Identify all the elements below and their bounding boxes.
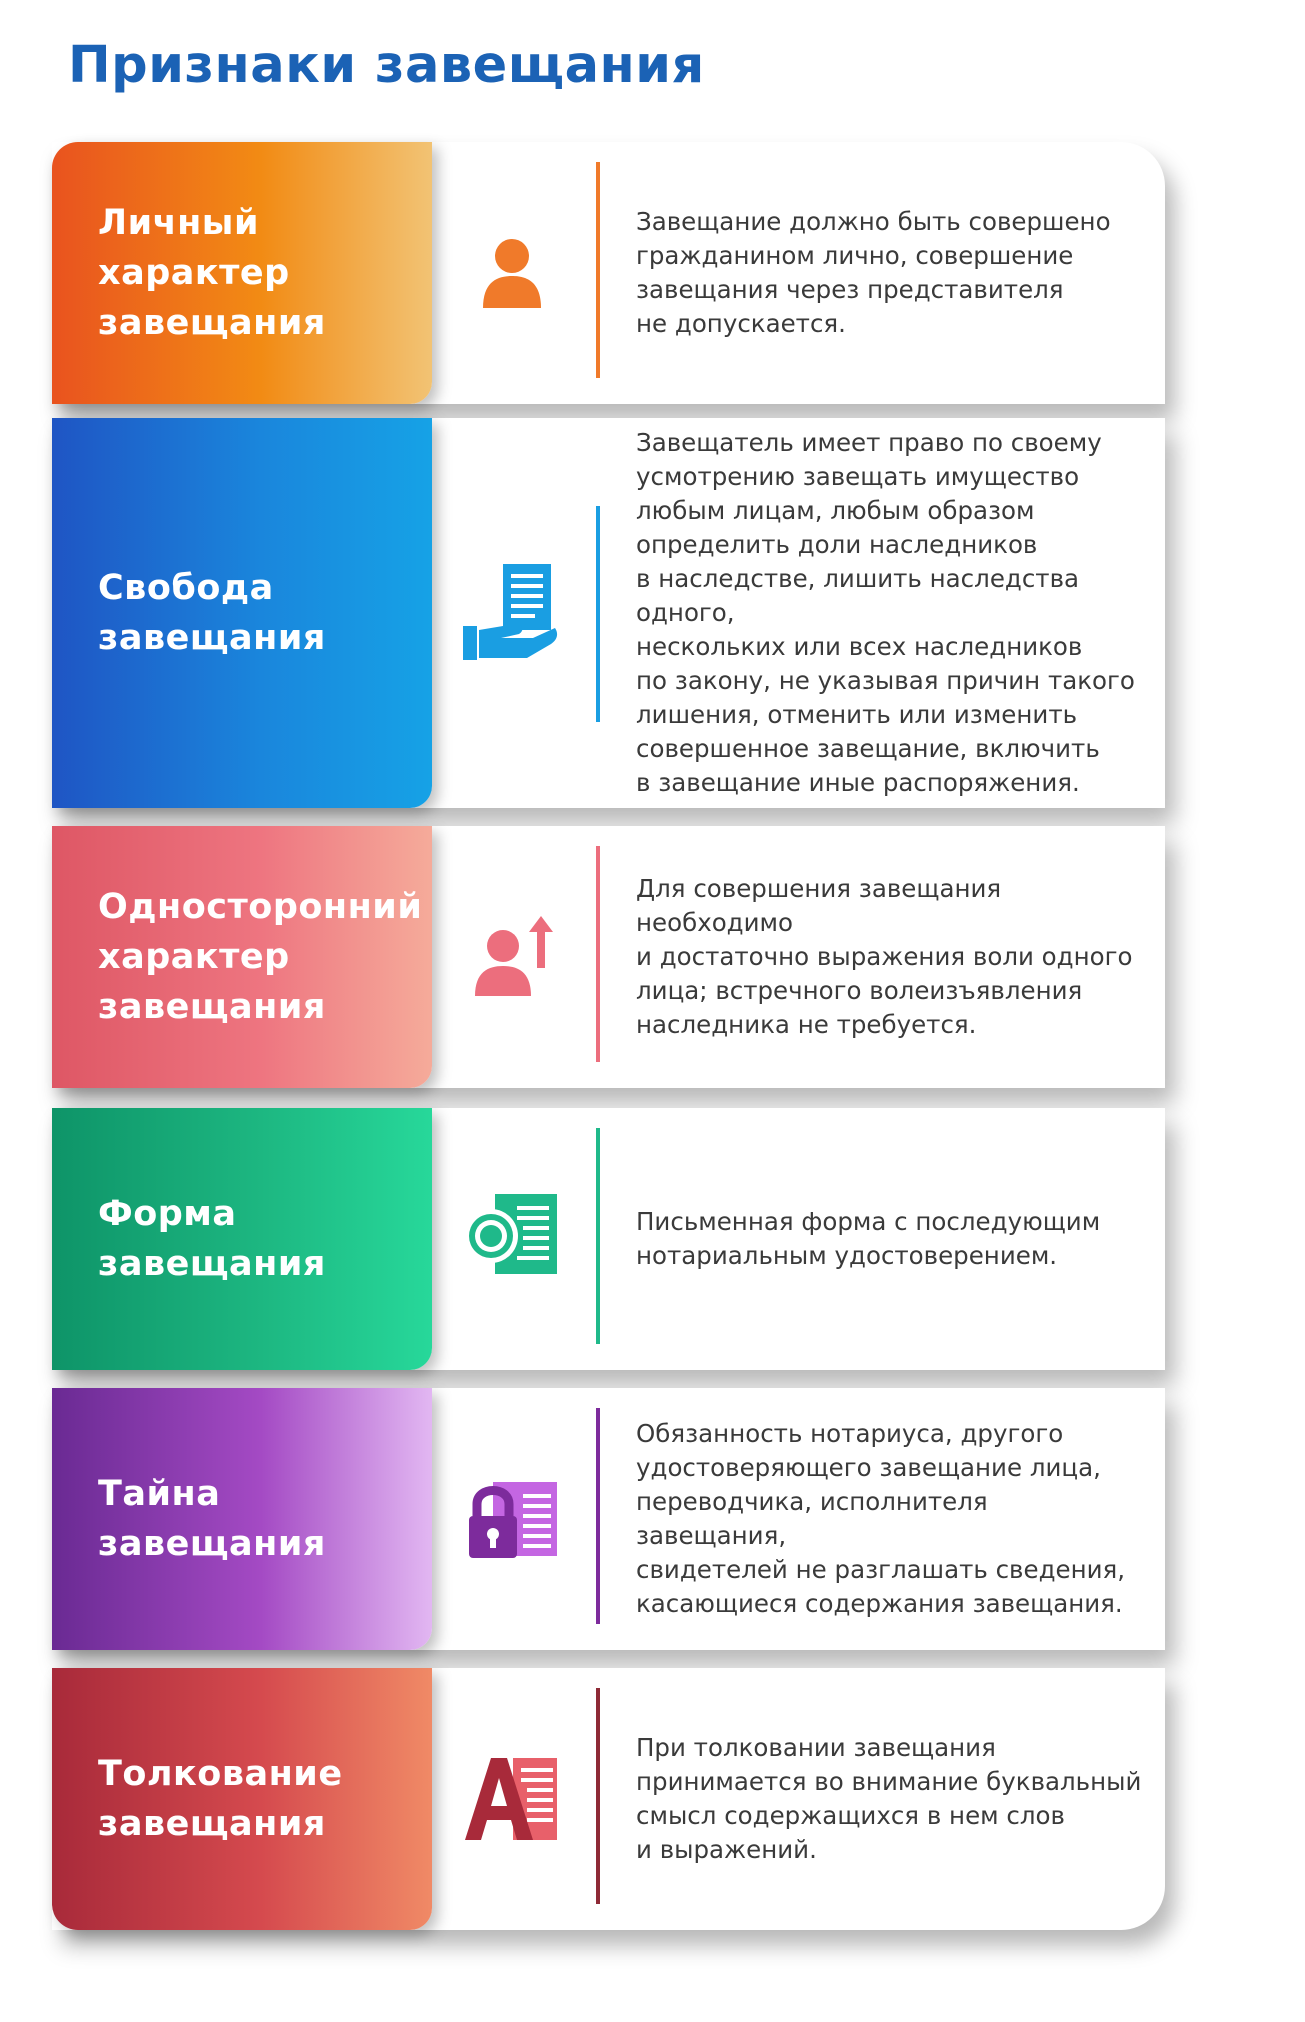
feature-row-secrecy [52, 1388, 1165, 1650]
row-label: Форма завещания [98, 1194, 326, 1284]
row-divider [596, 506, 600, 722]
row-divider [596, 1688, 600, 1904]
row-label: Односторонний характер завещания [98, 887, 423, 1027]
row-description: Обязанность нотариуса, другого удостоверяющего завещание лица, переводчика, исполнителя завещания, свидетелей не разглашать сведения, касающиеся содержания завещания. [636, 1419, 1126, 1618]
feature-row-freedom [52, 418, 1165, 808]
row-divider [596, 846, 600, 1062]
feature-row-personal [52, 142, 1165, 404]
label-panel [52, 826, 432, 1088]
label-panel [52, 1388, 432, 1650]
row-description: Письменная форма с последующим нотариальным удостоверением. [636, 1207, 1101, 1270]
text-letter-a-icon [457, 1744, 567, 1854]
row-label: Толкование завещания [98, 1754, 343, 1844]
feature-row-unilateral [52, 826, 1165, 1088]
row-description: При толковании завещания принимается во внимание буквальный смысл содержащихся в нем слов и выражений. [636, 1733, 1142, 1864]
hand-document-icon [457, 558, 567, 668]
feature-row-form [52, 1108, 1165, 1370]
label-panel [52, 1668, 432, 1930]
person-arrow-up-icon [457, 902, 567, 1012]
person-icon [457, 218, 567, 328]
row-label: Личный характер завещания [98, 203, 326, 343]
label-panel [52, 1108, 432, 1370]
label-panel [52, 142, 432, 404]
row-description: Для совершения завещания необходимо и достаточно выражения воли одного лица; встречного волеизъявления наследника не требуется. [636, 874, 1133, 1039]
document-lock-icon [457, 1464, 567, 1574]
row-label: Тайна завещания [98, 1474, 326, 1564]
row-description: Завещатель имеет право по своему усмотрению завещать имущество любым лицам, любым образом определить доли наследников в наследстве, лишить наследства одного, нескольких или всех наследников по закону, не указывая причин такого лишения, отменить или изменить совершенное завещание, включить в завещание иные распоряжения. [636, 428, 1135, 797]
page-title: Признаки завещания [68, 36, 705, 95]
document-seal-icon [457, 1184, 567, 1294]
row-divider [596, 1408, 600, 1624]
label-panel [52, 418, 432, 808]
feature-row-interpretation [52, 1668, 1165, 1930]
row-description: Завещание должно быть совершено гражданином лично, совершение завещания через представителя не допускается. [636, 207, 1111, 338]
row-divider [596, 1128, 600, 1344]
row-divider [596, 162, 600, 378]
row-label: Свобода завещания [98, 568, 326, 658]
